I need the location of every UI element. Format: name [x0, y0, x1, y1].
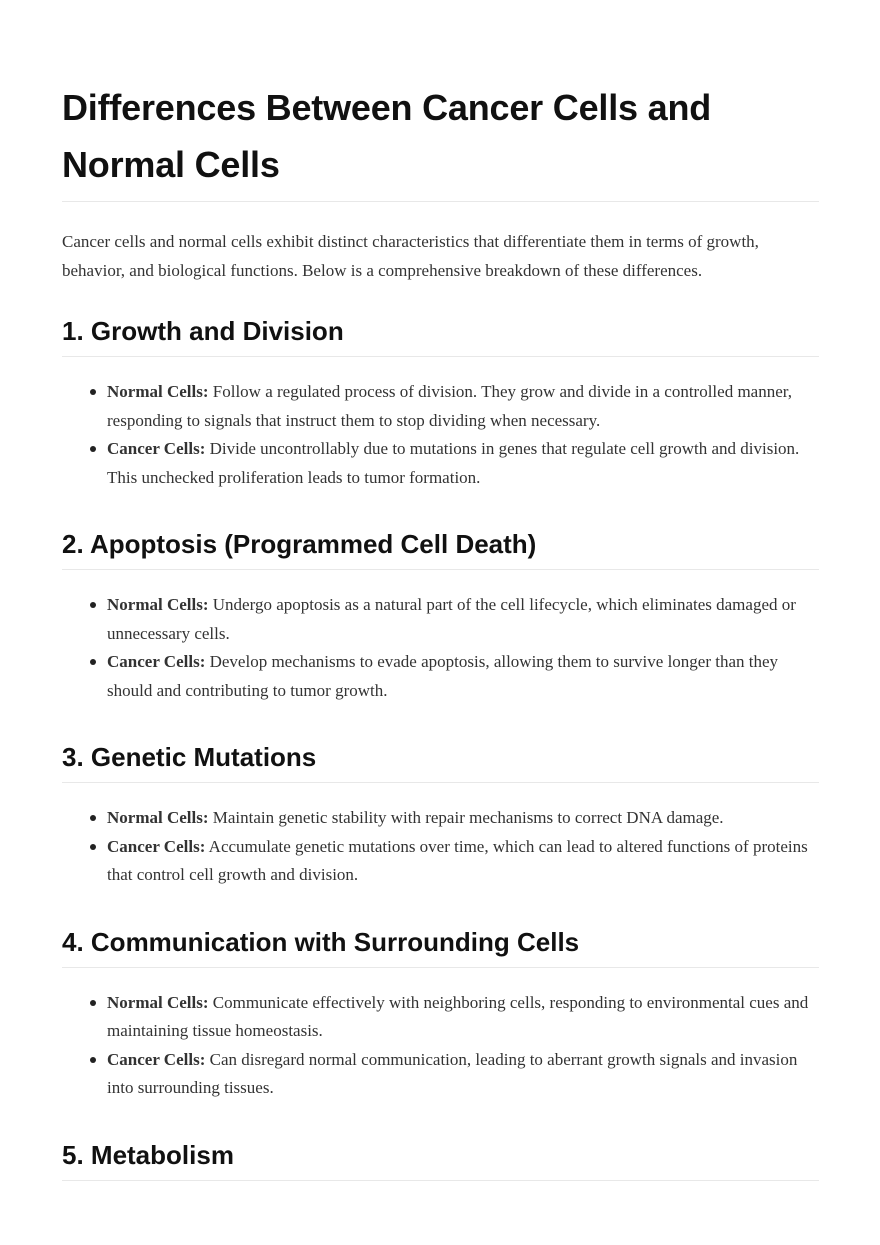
list-item	[107, 591, 819, 648]
list-item	[107, 833, 819, 890]
section-heading: 1. Growth and Division	[62, 313, 819, 357]
item-label: Cancer Cells:	[107, 439, 206, 458]
item-label: Normal Cells:	[107, 595, 209, 614]
list-item	[107, 648, 819, 705]
list-item	[107, 435, 819, 492]
section-genetic-mutations	[62, 739, 819, 890]
list-item	[107, 1046, 819, 1103]
item-text: Divide uncontrollably due to mutations in genes that regulate cell growth and division. This unchecked proliferation leads to tumor formation.	[107, 439, 800, 487]
item-label: Cancer Cells:	[107, 836, 206, 856]
section-heading: 4. Communication with Surrounding Cells	[62, 924, 819, 968]
item-text: Maintain genetic stability with repair mechanisms to correct DNA damage.	[208, 808, 724, 827]
section-heading: 3. Genetic Mutations	[62, 739, 819, 783]
list-item	[107, 804, 819, 833]
item-label: Cancer Cells:	[107, 652, 206, 671]
list-item	[107, 378, 819, 435]
item-text: Follow a regulated process of division. They grow and divide in a controlled manner, responding to signals that instruct them to stop dividing when necessary.	[107, 382, 792, 430]
section-heading: 2. Apoptosis (Programmed Cell Death)	[62, 526, 819, 570]
comparison-list	[62, 378, 819, 492]
section-heading: 5. Metabolism	[62, 1137, 819, 1181]
item-text: Accumulate genetic mutations over time, which can lead to altered functions of proteins that control cell growth and division.	[107, 836, 808, 884]
item-text: Develop mechanisms to evade apoptosis, allowing them to survive longer than they should and contributing to tumor growth.	[107, 652, 779, 700]
item-text: Communicate effectively with neighboring cells, responding to environmental cues and maintaining tissue homeostasis.	[107, 992, 809, 1040]
item-text: Can disregard normal communication, leading to aberrant growth signals and invasion into surrounding tissues.	[107, 1049, 798, 1097]
comparison-list	[62, 804, 819, 890]
item-label: Normal Cells:	[107, 992, 209, 1012]
item-label: Normal Cells:	[107, 808, 209, 827]
item-label: Normal Cells:	[107, 382, 209, 401]
item-text: Undergo apoptosis as a natural part of the cell lifecycle, which eliminates damaged or unnecessary cells.	[107, 595, 796, 643]
item-label: Cancer Cells:	[107, 1049, 206, 1069]
page-title: Differences Between Cancer Cells and Normal Cells	[62, 79, 819, 202]
section-growth-division	[62, 313, 819, 492]
comparison-list	[62, 591, 819, 705]
comparison-list	[62, 989, 819, 1103]
section-communication	[62, 924, 819, 1103]
list-item	[107, 989, 819, 1046]
section-apoptosis	[62, 526, 819, 705]
section-metabolism	[62, 1137, 819, 1181]
intro-paragraph: Cancer cells and normal cells exhibit distinct characteristics that differentiate them in terms of growth, behavior, and biological functions. Below is a comprehensive breakdown of these differences.	[62, 232, 759, 280]
document-page	[62, 0, 819, 1181]
